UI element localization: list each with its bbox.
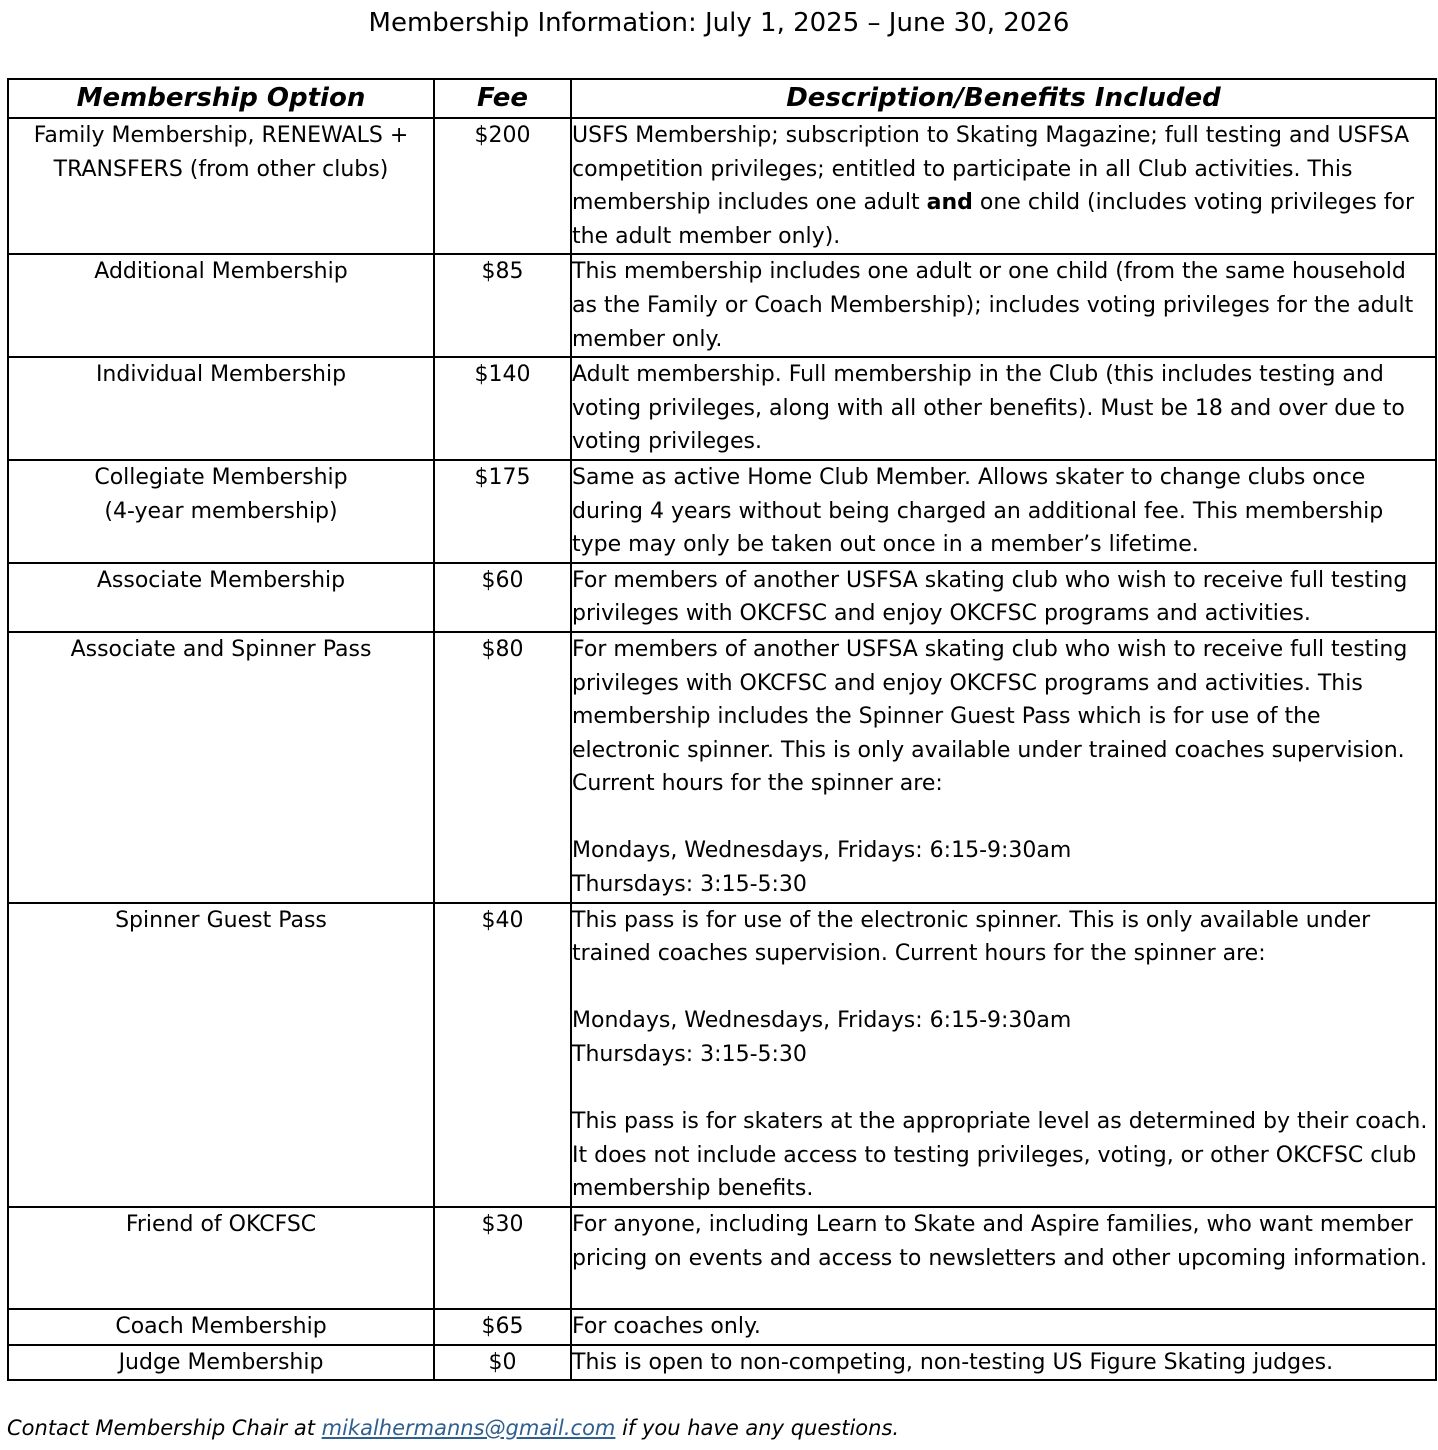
- description-cell: [571, 632, 1436, 903]
- fee-cell: $175: [434, 460, 571, 563]
- page-title: Membership Information: July 1, 2025 – June 30, 2026: [368, 8, 1070, 38]
- membership-table: [7, 78, 1437, 1381]
- table-row: [8, 460, 1436, 563]
- fee-cell: $65: [434, 1309, 571, 1345]
- blank-line: [572, 1072, 1435, 1106]
- option-line: Associate Membership: [96, 567, 346, 593]
- blank-line: [572, 801, 1435, 835]
- footer-suffix-text: if you have any questions.: [615, 1416, 900, 1440]
- membership-option-cell: [8, 1345, 434, 1381]
- membership-option-cell: [8, 357, 434, 460]
- table-row: [8, 903, 1436, 1207]
- table-row: [8, 563, 1436, 632]
- blank-line: [572, 971, 1435, 1005]
- header-fee: Fee: [434, 79, 571, 118]
- membership-option-cell: [8, 118, 434, 254]
- fee-cell: $30: [434, 1207, 571, 1309]
- spinner-hours-text: Thursdays: 3:15-5:30: [572, 872, 807, 898]
- header-membership-option: Membership Option: [8, 79, 434, 118]
- option-line: Friend of OKCFSC: [125, 1212, 317, 1237]
- option-line: (4-year membership): [104, 498, 338, 524]
- description-text: For anyone, including Learn to Skate and Aspire families, who want member pricing on events and access to newsletters and other upcoming information.: [572, 1212, 1428, 1271]
- option-line: Associate and Spinner Pass: [70, 636, 372, 662]
- description-text: This pass is for use of the electronic spinner. This is only available under trained coaches supervision. Current hours for the spinner are:: [572, 907, 1371, 967]
- description-text: USFS Membership; subscription to Skating Magazine; full testing and USFSA competition privileges; entitled to participate in all Club activities. This membership includes one adult: [572, 123, 1410, 216]
- spinner-hours-text: Thursdays: 3:15-5:30: [572, 1042, 807, 1068]
- membership-option-cell: [8, 1207, 434, 1309]
- table-row: [8, 1345, 1436, 1381]
- spinner-hours-text: Mondays, Wednesdays, Fridays: 6:15-9:30am: [572, 838, 1072, 864]
- email-link[interactable]: mikalhermanns@gmail.com: [321, 1416, 616, 1440]
- header-description: Description/Benefits Included: [571, 79, 1436, 118]
- description-cell: [571, 903, 1436, 1207]
- spinner-hours-text: Mondays, Wednesdays, Fridays: 6:15-9:30am: [572, 1008, 1072, 1034]
- fee-cell: $0: [434, 1345, 571, 1381]
- membership-option-cell: [8, 563, 434, 632]
- option-line: Individual Membership: [95, 362, 347, 388]
- description-cell: [571, 254, 1436, 357]
- option-line: Additional Membership: [94, 259, 348, 285]
- description-text: Same as active Home Club Member. Allows skater to change clubs once during 4 years without being charged an additional fee. This membership type may only be taken out once in a member’s lifetime.: [572, 464, 1384, 558]
- option-line: Collegiate Membership: [94, 464, 348, 490]
- description-text: For coaches only.: [572, 1314, 761, 1339]
- table-row: [8, 632, 1436, 903]
- description-text: For members of another USFSA skating club who wish to receive full testing privileges with OKCFSC and enjoy OKCFSC programs and activities. This membership includes the Spinner Guest Pass which is for use of the electronic spinner. This is only available under trained coaches supervision. Current hours for the spinner are:: [572, 636, 1408, 797]
- description-text: This is open to non-competing, non-testing US Figure Skating judges.: [572, 1349, 1334, 1375]
- description-text: This membership includes one adult or one child (from the same household as the Family or Coach Membership); includes voting privileges for the adult member only.: [572, 259, 1414, 352]
- fee-cell: $60: [434, 563, 571, 632]
- fee-cell: $85: [434, 254, 571, 357]
- description-cell: [571, 118, 1436, 254]
- fee-cell: $80: [434, 632, 571, 903]
- description-cell: [571, 1207, 1436, 1309]
- table-header-row: [8, 79, 1436, 118]
- description-cell: [571, 1309, 1436, 1345]
- description-cell: [571, 460, 1436, 563]
- description-text: This pass is for skaters at the appropriate level as determined by their coach. It does not include access to testing privileges, voting, or other OKCFSC club membership benefits.: [572, 1109, 1428, 1202]
- membership-option-cell: [8, 1309, 434, 1345]
- membership-option-cell: [8, 632, 434, 903]
- description-bold-text: and: [926, 190, 973, 216]
- option-line: Spinner Guest Pass: [115, 907, 327, 933]
- description-text: one child (includes voting privileges for the adult member only).: [572, 190, 1415, 249]
- description-text: For members of another USFSA skating club who wish to receive full testing privileges with OKCFSC and enjoy OKCFSC programs and activities.: [572, 567, 1408, 627]
- table-row: [8, 1309, 1436, 1345]
- table-row: [8, 118, 1436, 254]
- option-line: Coach Membership: [115, 1314, 327, 1339]
- option-line: Judge Membership: [118, 1349, 324, 1375]
- table-row: [8, 357, 1436, 460]
- table-row: [8, 1207, 1436, 1309]
- footer-prefix-text: Contact Membership Chair at: [7, 1416, 322, 1440]
- membership-option-cell: [8, 254, 434, 357]
- description-cell: [571, 1345, 1436, 1381]
- description-cell: [571, 357, 1436, 460]
- description-text: Adult membership. Full membership in the Club (this includes testing and voting privileges, along with all other benefits). Must be 18 and over due to voting privileges.: [572, 362, 1405, 455]
- membership-option-cell: [8, 903, 434, 1207]
- membership-option-cell: [8, 460, 434, 563]
- fee-cell: $140: [434, 357, 571, 460]
- option-line: Family Membership, RENEWALS +: [33, 123, 409, 148]
- option-line: TRANSFERS (from other clubs): [53, 156, 389, 182]
- fee-cell: $40: [434, 903, 571, 1207]
- table-row: [8, 254, 1436, 357]
- fee-cell: $200: [434, 118, 571, 254]
- contact-footer: [7, 1413, 899, 1443]
- description-cell: [571, 563, 1436, 632]
